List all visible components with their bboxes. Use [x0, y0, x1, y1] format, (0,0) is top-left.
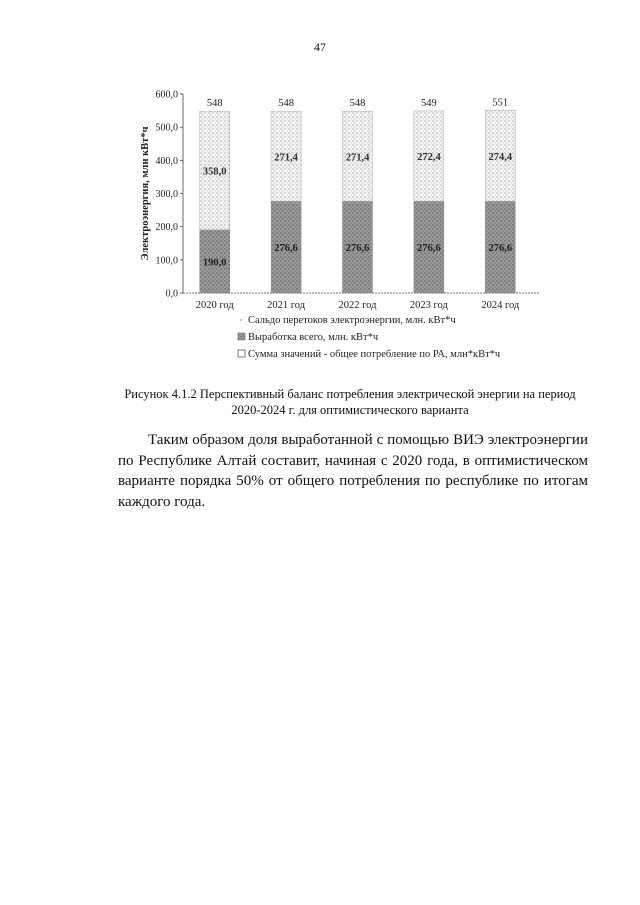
legend	[238, 315, 501, 360]
y-tick-label: 600,0	[155, 89, 178, 101]
y-tick-label: 300,0	[155, 189, 178, 200]
caption-line-1: Рисунок 4.1.2 Перспективный баланс потребления электрической энергии на период	[124, 387, 576, 401]
bars	[200, 110, 516, 293]
x-tick-label: 2023 год	[409, 300, 448, 311]
x-tick-label: 2021 год	[267, 300, 306, 311]
label-production: 276,6	[345, 243, 370, 255]
y-tick-label: 500,0	[155, 122, 178, 134]
label-balance: 271,4	[274, 152, 298, 164]
label-production: 276,6	[488, 243, 513, 255]
y-tick-label: 200,0	[155, 222, 178, 234]
legend-label: Выработка всего, млн. кВт*ч	[248, 332, 379, 343]
x-tick-label: 2022 год	[338, 300, 377, 311]
y-tick-label: 400,0	[155, 155, 178, 167]
page-number: 47	[314, 40, 326, 54]
label-total: 548	[349, 98, 366, 110]
x-tick-label: 2020 год	[195, 300, 234, 311]
label-total: 548	[206, 98, 223, 110]
x-tick-label: 2024 год	[481, 300, 520, 311]
y-tick-label: 100,0	[155, 255, 178, 267]
y-tick-label: 0,0	[165, 288, 178, 300]
label-production: 276,6	[274, 243, 298, 255]
legend-marker-balance	[240, 319, 242, 321]
y-axis-label: Электроэнергия, млн кВт*ч	[140, 126, 151, 261]
label-production: 276,6	[417, 243, 441, 255]
label-balance: 358,0	[202, 166, 227, 178]
legend-marker-total	[238, 350, 245, 357]
legend-label: Сальдо перетоков электроэнергии, млн. кВт*ч	[248, 315, 456, 326]
label-production: 190,0	[202, 257, 227, 269]
figure-caption	[80, 386, 620, 418]
label-balance: 272,4	[417, 152, 441, 164]
label-balance: 271,4	[345, 152, 370, 164]
legend-marker-production	[238, 333, 245, 340]
label-total: 549	[421, 97, 437, 109]
label-balance: 274,4	[488, 151, 513, 163]
body-paragraph: Таким образом доля выработанной с помощью ВИЭ электроэнергии по Республике Алтай составит, начиная с 2020 года, в оптимистическом варианте порядка 50% от общего потребления по республике по итогам каждого года.	[118, 432, 588, 510]
label-total: 551	[492, 97, 509, 109]
label-total: 548	[278, 98, 294, 110]
stacked-bar-chart	[0, 0, 640, 380]
legend-label: Сумма значений - общее потребление по РА, млн*кВт*ч	[248, 349, 501, 360]
caption-line-2: 2020-2024 г. для оптимистического варианта	[231, 403, 469, 417]
